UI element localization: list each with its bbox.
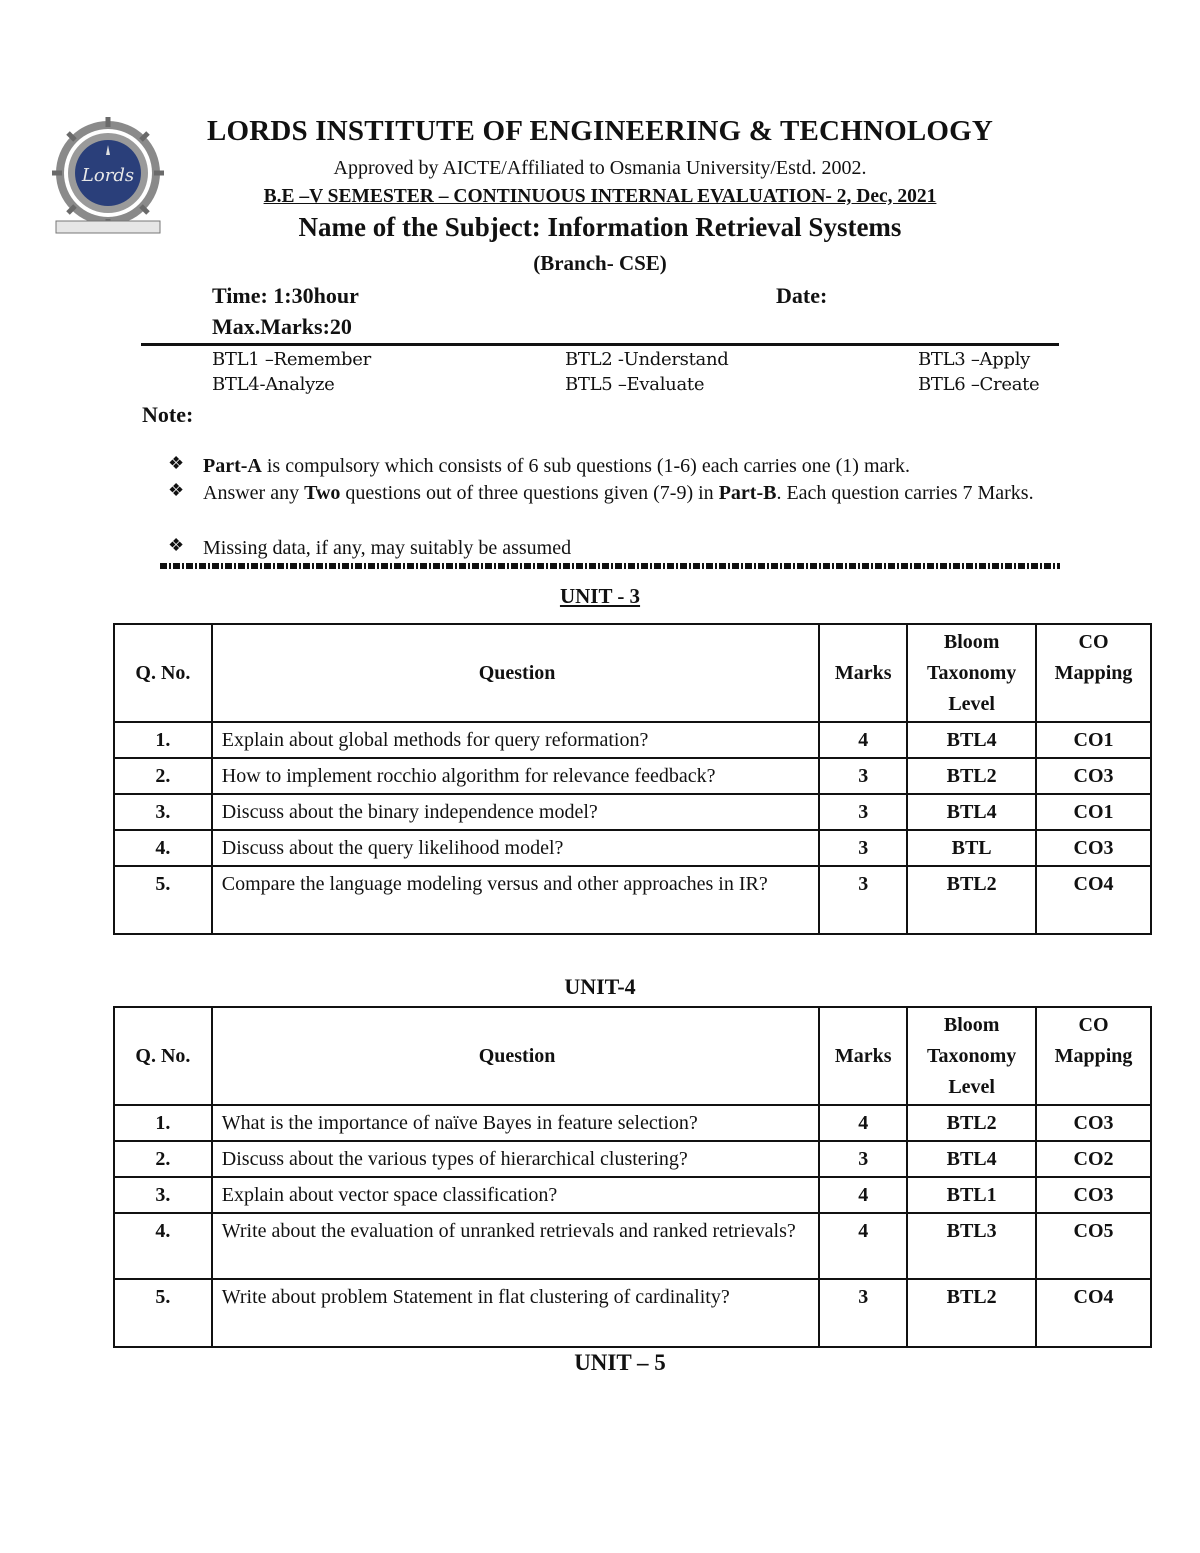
col-bloom-header xyxy=(907,624,1036,722)
cell-co: CO5 xyxy=(1036,1213,1151,1279)
table-row xyxy=(114,1279,1151,1347)
cell-marks: 3 xyxy=(819,866,907,934)
note-item-1 xyxy=(168,453,1048,480)
cell-co: CO3 xyxy=(1036,830,1151,866)
cell-co: CO2 xyxy=(1036,1141,1151,1177)
cell-question: Write about problem Statement in flat clustering of cardinality? xyxy=(212,1279,820,1347)
cell-question: How to implement rocchio algorithm for relevance feedback? xyxy=(212,758,820,794)
semester-line: B.E –V SEMESTER – CONTINUOUS INTERNAL EVALUATION- 2, Dec, 2021 xyxy=(263,186,937,207)
table-row xyxy=(114,758,1151,794)
note-bold: Part-B xyxy=(718,482,777,504)
note-text: Answer any xyxy=(203,482,305,504)
btl4-legend: BTL4-Analyze xyxy=(212,374,335,395)
co-line-1: CO xyxy=(1078,1014,1109,1036)
col-question-header: Question xyxy=(212,624,820,722)
approval-line: Approved by AICTE/Affiliated to Osmania University/Estd. 2002. xyxy=(333,157,867,179)
col-marks-header: Marks xyxy=(819,624,907,722)
cell-bloom: BTL2 xyxy=(907,758,1036,794)
note-text: questions out of three questions given (7-9) in xyxy=(340,482,719,504)
cell-question: What is the importance of naïve Bayes in feature selection? xyxy=(212,1105,820,1141)
cell-marks: 4 xyxy=(819,1213,907,1279)
bloom-line-1: Bloom xyxy=(943,1013,1000,1036)
unit-4-title: UNIT-4 xyxy=(564,974,636,999)
table-row xyxy=(114,866,1151,934)
col-bloom-header xyxy=(907,1007,1036,1105)
unit-3-title: UNIT - 3 xyxy=(559,584,641,608)
note-text: is compulsory which consists of 6 sub questions (1-6) each carries one (1) mark. xyxy=(261,455,911,477)
table-row xyxy=(114,794,1151,830)
cell-marks: 3 xyxy=(819,1141,907,1177)
cell-co: CO4 xyxy=(1036,1279,1151,1347)
table-row xyxy=(114,1105,1151,1141)
cell-qno: 2. xyxy=(114,1141,212,1177)
bloom-line-3: Level xyxy=(948,692,995,715)
cell-qno: 3. xyxy=(114,794,212,830)
cell-co: CO1 xyxy=(1036,722,1151,758)
note-item-3 xyxy=(168,535,1048,562)
cell-bloom: BTL2 xyxy=(907,1105,1036,1141)
cell-co: CO1 xyxy=(1036,794,1151,830)
cell-question: Explain about global methods for query reformation? xyxy=(212,722,820,758)
table-row xyxy=(114,1141,1151,1177)
table-row xyxy=(114,722,1151,758)
cell-bloom: BTL2 xyxy=(907,866,1036,934)
cell-co: CO3 xyxy=(1036,758,1151,794)
cell-qno: 1. xyxy=(114,722,212,758)
co-line-2: Mapping xyxy=(1054,1045,1133,1067)
cell-marks: 4 xyxy=(819,1177,907,1213)
cell-co: CO3 xyxy=(1036,1105,1151,1141)
cell-co: CO4 xyxy=(1036,866,1151,934)
btl5-legend: BTL5 –Evaluate xyxy=(565,374,705,395)
btl1-legend: BTL1 –Remember xyxy=(212,349,371,370)
cell-bloom: BTL1 xyxy=(907,1177,1036,1213)
bloom-line-2: Taxonomy xyxy=(926,661,1017,684)
institute-name: LORDS INSTITUTE OF ENGINEERING & TECHNOLOGY xyxy=(206,115,994,147)
note-text: Missing data, if any, may suitably be assumed xyxy=(203,537,572,559)
note-bold: Two xyxy=(304,482,341,504)
branch-label: (Branch- CSE) xyxy=(533,251,667,275)
note-item-2 xyxy=(168,480,1048,507)
cell-marks: 3 xyxy=(819,758,907,794)
table-header-row xyxy=(114,1007,1151,1105)
diamond-bullet-icon: ❖ xyxy=(168,535,185,555)
cell-question: Write about the evaluation of unranked retrievals and ranked retrievals? xyxy=(212,1213,820,1279)
table-row xyxy=(114,830,1151,866)
cell-question: Compare the language modeling versus and other approaches in IR? xyxy=(212,866,820,934)
cell-question: Discuss about the various types of hierarchical clustering? xyxy=(212,1141,820,1177)
co-line-1: CO xyxy=(1078,631,1109,653)
date-label: Date: xyxy=(776,283,828,308)
cell-marks: 3 xyxy=(819,794,907,830)
cell-qno: 4. xyxy=(114,1213,212,1279)
cell-marks: 4 xyxy=(819,1105,907,1141)
cell-bloom: BTL3 xyxy=(907,1213,1036,1279)
svg-text:Lords: Lords xyxy=(81,165,135,186)
bloom-line-2: Taxonomy xyxy=(926,1044,1017,1067)
dashed-divider xyxy=(160,563,1060,569)
bloom-line-3: Level xyxy=(948,1075,995,1098)
unit-5-title: UNIT – 5 xyxy=(574,1350,666,1375)
cell-bloom: BTL4 xyxy=(907,794,1036,830)
header-divider xyxy=(141,343,1059,346)
bloom-line-1: Bloom xyxy=(943,630,1000,653)
col-qno-header: Q. No. xyxy=(114,1007,212,1105)
co-line-2: Mapping xyxy=(1054,662,1133,684)
unit-4-table xyxy=(113,1006,1152,1348)
subject-title: Name of the Subject: Information Retrieval Systems xyxy=(298,212,902,242)
cell-qno: 1. xyxy=(114,1105,212,1141)
cell-question: Discuss about the binary independence model? xyxy=(212,794,820,830)
btl3-legend: BTL3 –Apply xyxy=(918,349,1031,370)
cell-qno: 4. xyxy=(114,830,212,866)
table-row xyxy=(114,1177,1151,1213)
cell-question: Discuss about the query likelihood model? xyxy=(212,830,820,866)
cell-question: Explain about vector space classification? xyxy=(212,1177,820,1213)
cell-qno: 3. xyxy=(114,1177,212,1213)
diamond-bullet-icon: ❖ xyxy=(168,453,185,473)
col-question-header: Question xyxy=(212,1007,820,1105)
unit-3-table xyxy=(113,623,1152,935)
cell-marks: 3 xyxy=(819,830,907,866)
cell-marks: 4 xyxy=(819,722,907,758)
btl6-legend: BTL6 –Create xyxy=(918,374,1040,395)
cell-bloom: BTL xyxy=(907,830,1036,866)
table-header-row xyxy=(114,624,1151,722)
table-row xyxy=(114,1213,1151,1279)
cell-qno: 2. xyxy=(114,758,212,794)
note-label: Note: xyxy=(142,402,194,427)
cell-co: CO3 xyxy=(1036,1177,1151,1213)
cell-qno: 5. xyxy=(114,1279,212,1347)
note-text: . Each question carries 7 Marks. xyxy=(776,482,1034,504)
cell-bloom: BTL4 xyxy=(907,722,1036,758)
diamond-bullet-icon: ❖ xyxy=(168,480,185,500)
note-bold: Part-A xyxy=(203,455,262,477)
btl2-legend: BTL2 -Understand xyxy=(565,349,729,370)
col-marks-header: Marks xyxy=(819,1007,907,1105)
cell-bloom: BTL4 xyxy=(907,1141,1036,1177)
time-label: Time: 1:30hour xyxy=(212,283,359,308)
col-co-header xyxy=(1036,1007,1151,1105)
cell-bloom: BTL2 xyxy=(907,1279,1036,1347)
cell-marks: 3 xyxy=(819,1279,907,1347)
col-qno-header: Q. No. xyxy=(114,624,212,722)
cell-qno: 5. xyxy=(114,866,212,934)
max-marks-label: Max.Marks:20 xyxy=(212,314,352,339)
col-co-header xyxy=(1036,624,1151,722)
